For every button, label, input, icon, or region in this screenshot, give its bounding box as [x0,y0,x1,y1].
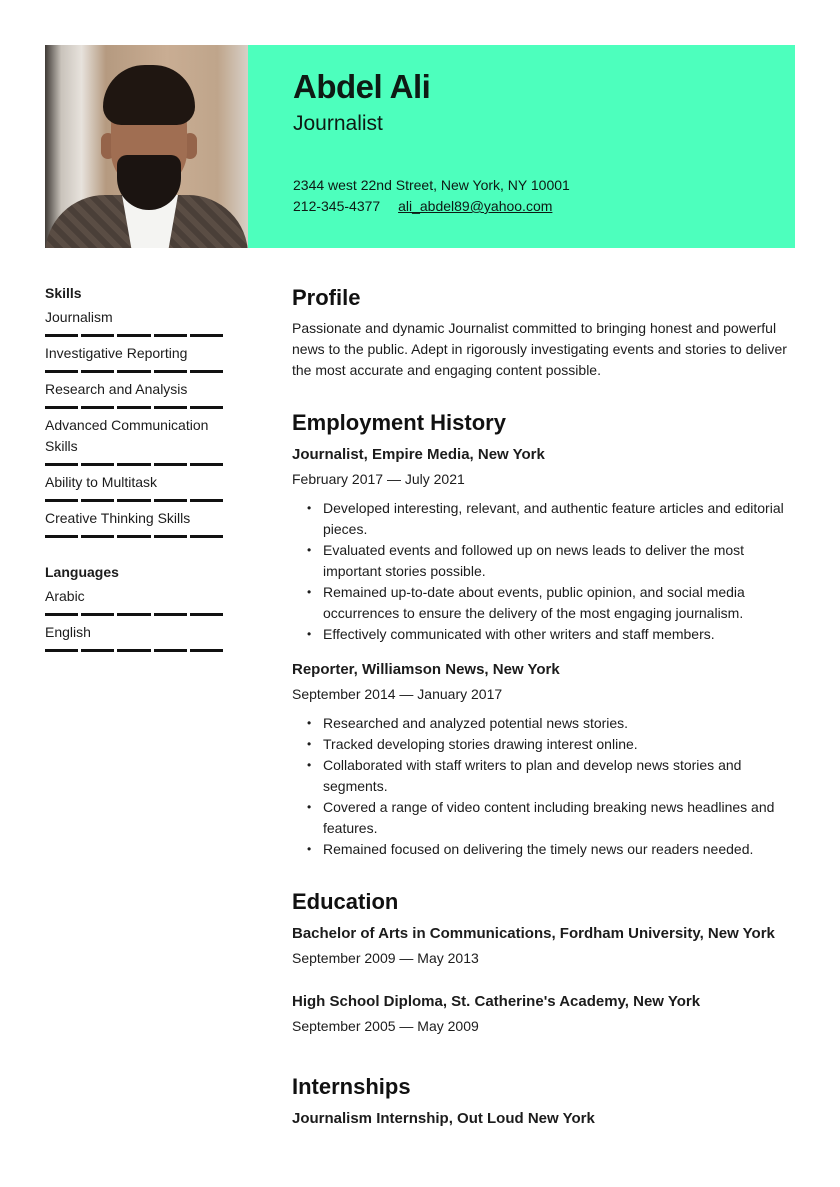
skill-label: Creative Thinking Skills [45,510,191,526]
internship-title: Journalism Internship, Out Loud New York [292,1110,595,1127]
bullet-item: • Collaborated with staff writers to plan and develop news stories and segments. [292,755,797,797]
bullet-item: • Researched and analyzed potential news stories. [292,713,797,734]
bullet-item: • Developed interesting, relevant, and authentic feature articles and editorial pieces. [292,498,797,540]
education-title: Bachelor of Arts in Communications, Fordham University, New York [292,925,775,942]
job-bullets [292,498,797,645]
job-entry [292,444,797,645]
languages-section [45,562,225,652]
resume-header [45,45,795,248]
language-label: English [45,624,91,640]
bullet-item: • Effectively communicated with other writers and staff members. [292,624,797,645]
job-title: Journalist [293,112,383,135]
language-item [45,622,225,652]
bullet-item: • Tracked developing stories drawing interest online. [292,734,797,755]
skills-heading: Skills [45,285,82,301]
bullet-item: • Remained up-to-date about events, public opinion, and social media occurrences to ensure the delivery of the most engaging journalism. [292,582,797,624]
employment-heading: Employment History [292,410,506,435]
job-title: Journalist, Empire Media, New York [292,446,545,463]
phone: 212-345-4377 [293,198,381,214]
language-level-bar [45,649,223,652]
skill-level-bar [45,463,223,466]
skill-level-bar [45,406,223,409]
skill-label: Research and Analysis [45,381,188,397]
internships-section [292,1073,797,1129]
skill-item [45,415,225,466]
education-entry [292,991,797,1037]
education-dates: September 2005 — May 2009 [292,1018,479,1034]
skill-item [45,379,225,409]
candidate-name: Abdel Ali [293,68,431,105]
profile-section [292,284,797,381]
internships-heading: Internships [292,1074,411,1099]
sidebar [45,283,225,658]
skill-level-bar [45,334,223,337]
skill-item [45,307,225,337]
job-dates: September 2014 — January 2017 [292,686,503,702]
skill-label: Journalism [45,309,113,325]
education-heading: Education [292,889,399,914]
skill-level-bar [45,499,223,502]
bullet-item: • Remained focused on delivering the timely news our readers needed. [292,839,797,860]
bullet-item: • Covered a range of video content including breaking news headlines and features. [292,797,797,839]
address: 2344 west 22nd Street, New York, NY 10001 [293,177,570,193]
education-title: High School Diploma, St. Catherine's Academy, New York [292,993,701,1010]
photo-hair [103,65,195,125]
job-entry [292,659,797,860]
skill-item [45,508,225,538]
job-title: Reporter, Williamson News, New York [292,661,560,678]
skill-level-bar [45,370,223,373]
language-label: Arabic [45,588,85,604]
profile-heading: Profile [292,285,361,310]
skill-item [45,472,225,502]
header-info [248,45,795,248]
bullet-item: • Evaluated events and followed up on news leads to deliver the most important stories possible. [292,540,797,582]
language-item [45,586,225,616]
job-bullets [292,713,797,860]
education-dates: September 2009 — May 2013 [292,950,479,966]
language-level-bar [45,613,223,616]
email-link[interactable]: ali_abdel89@yahoo.com [398,198,553,214]
skill-label: Investigative Reporting [45,345,188,361]
skill-item [45,343,225,373]
contact-info [293,175,795,217]
employment-section [292,409,797,860]
skill-level-bar [45,535,223,538]
main-content [292,284,797,1129]
skill-label: Advanced Communication Skills [45,417,209,454]
languages-heading: Languages [45,564,119,580]
skill-label: Ability to Multitask [45,474,158,490]
education-entry [292,923,797,969]
education-section [292,888,797,1037]
profile-text: Passionate and dynamic Journalist committed to bringing honest and powerful news to the public. Adept in rigorously investigating events and stories to deliver the most accurate and engaging content possible. [292,320,787,378]
job-dates: February 2017 — July 2021 [292,471,465,487]
profile-photo [45,45,248,248]
